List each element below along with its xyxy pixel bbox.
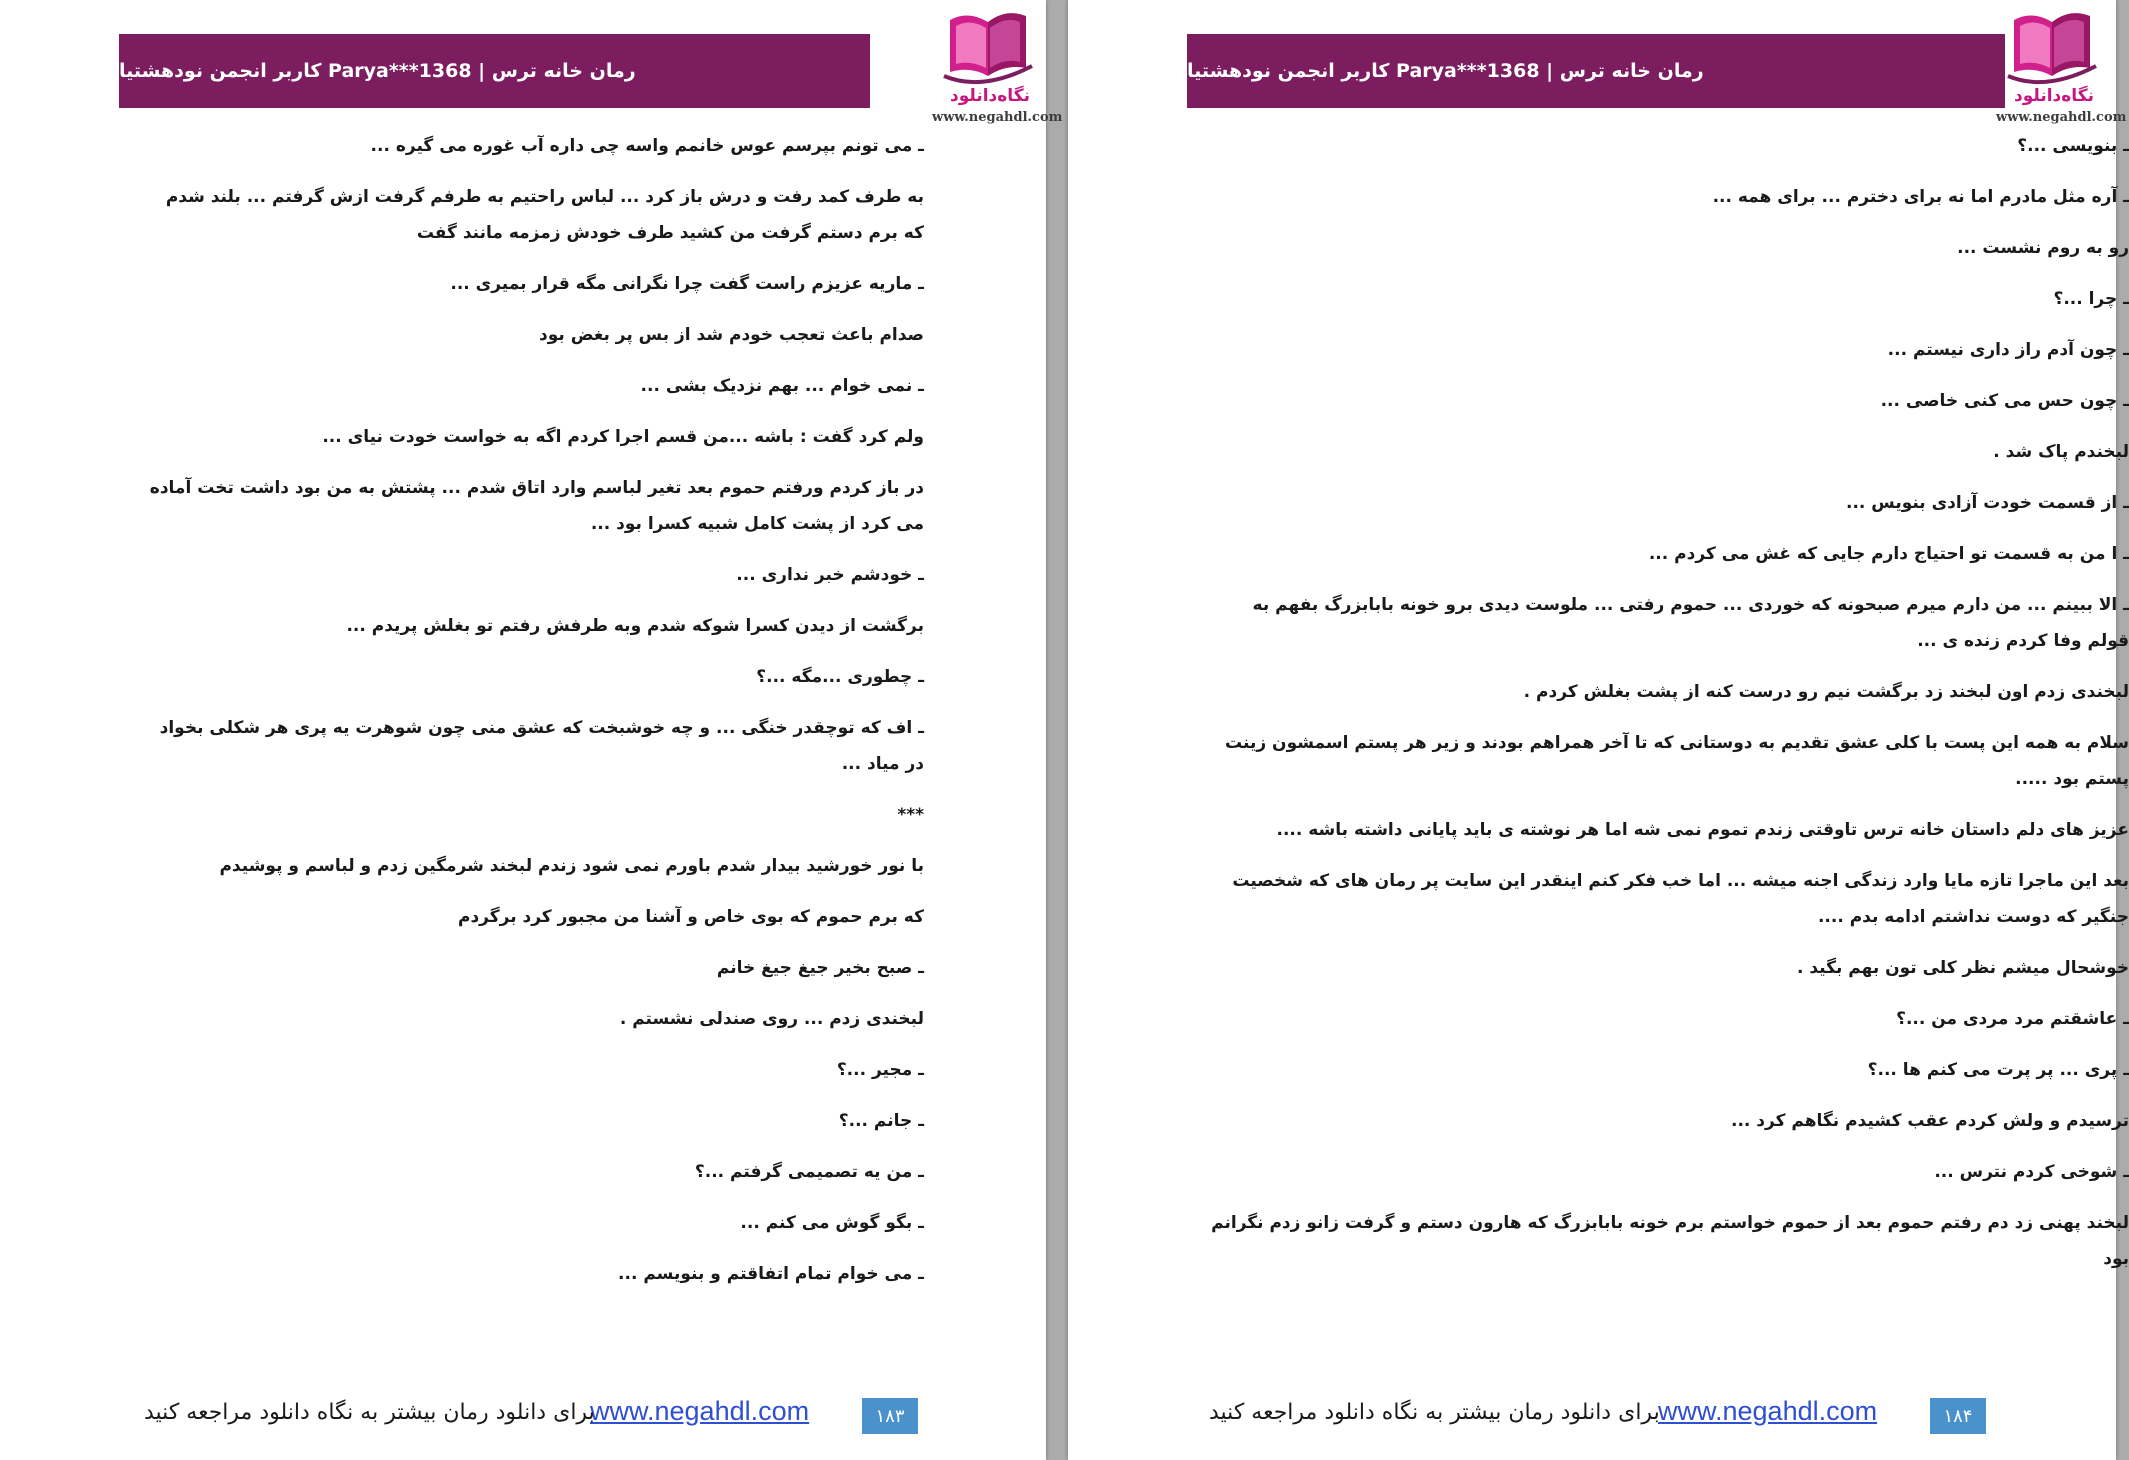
paragraph: ـ می تونم بپرسم عوس خانمم واسه چی داره آب غوره می گیره ... [370, 136, 924, 156]
footer-link[interactable]: www.negahdl.com [590, 1396, 810, 1426]
paragraph: صدام باعث تعجب خودم شد از بس پر بغض بود [539, 325, 924, 345]
paragraph: ـ مجیر ...؟ [836, 1060, 924, 1080]
paragraph: ـ خودشم خبر نداری ... [736, 565, 924, 585]
paragraph: لبخندی زدم اون لبخند زد برگشت نیم رو درست کنه از پشت بغلش کردم . [1523, 682, 2129, 702]
document-page-184 [1068, 0, 2129, 1460]
paragraph: به طرف کمد رفت و درش باز کرد ... لباس راحتیم به طرفم گرفت ازش گرفتم ... بلند شدم که برم دستم گرفت من کشید طرف خودش زمزمه مانند گفت [165, 187, 924, 243]
logo-text: نگاه‌دانلود [950, 86, 1030, 106]
document-page-183 [0, 0, 1063, 1460]
paragraph: لبخند پهنی زد دم رفتم حموم بعد از حموم خواستم برم خونه بابابزرگ که هارون دستم و گرفت زانو زدم نگرانم بود [1211, 1213, 2129, 1269]
page-number: ۱۸۴ [1930, 1398, 1986, 1434]
paragraph: لبخندم پاک شد . [1993, 442, 2129, 462]
paragraph: ـ بگو گوش می کنم ... [740, 1213, 924, 1233]
paragraph: ـ ا من به قسمت تو احتیاج دارم جایی که غش می کردم ... [1648, 544, 2129, 564]
page-number: ۱۸۳ [862, 1398, 918, 1434]
paragraph: ـ نمی خوام ... بهم نزدیک بشی ... [640, 376, 924, 396]
book-logo-icon [2006, 6, 2098, 88]
paragraph: ـ چون حس می کنی خاصی ... [1880, 391, 2129, 411]
paragraph: برگشت از دیدن کسرا شوکه شدم وبه طرفش رفتم تو بغلش پریدم ... [346, 616, 924, 636]
paragraph: ـ چطوری ...مگه ...؟ [756, 667, 924, 687]
paragraph: ـ از قسمت خودت آزادی بنویس ... [1846, 493, 2129, 513]
page-body [1208, 128, 2129, 1292]
paragraph: ـ من یه تصمیمی گرفتم ...؟ [694, 1162, 924, 1182]
paragraph: خوشحال میشم نظر کلی تون بهم بگید . [1796, 958, 2129, 978]
footer-link[interactable]: www.negahdl.com [1658, 1396, 1878, 1426]
footer-text: برای دانلود رمان بیشتر به نگاه دانلود مراجعه کنید [1209, 1400, 1660, 1425]
paragraph: ـ پری ... پر پرت می کنم ها ...؟ [1867, 1060, 2129, 1080]
paragraph: ـ می خوام تمام اتفاقتم و بنویسم ... [618, 1264, 924, 1284]
logo-url: www.negahdl.com [1996, 110, 2127, 125]
book-logo-icon [942, 6, 1034, 88]
paragraph: سلام به همه این پست با کلی عشق تقدیم به دوستانی که تا آخر همراهم بودند و زیر هر پستم اسمشون زینت پستم بود ..... [1225, 733, 2129, 789]
site-logo[interactable] [932, 6, 1063, 125]
paragraph: در باز کردم ورفتم حموم بعد تغیر لباسم وارد اتاق شدم ... پشتش به من بود داشت تخت آماده می کرد از پشت کامل شبیه کسرا بود ... [149, 478, 924, 534]
section-separator: *** [897, 805, 924, 825]
paragraph: ـ شوخی کردم نترس ... [1934, 1162, 2129, 1182]
footer-text: برای دانلود رمان بیشتر به نگاه دانلود مراجعه کنید [144, 1400, 595, 1425]
logo-url: www.negahdl.com [932, 110, 1063, 125]
paragraph: ـ الا ببینم ... من دارم میرم صبحونه که خوردی ... حموم رفتی ... ملوست دیدی برو خونه بابابزرگ بفهم به قولم وفا کردم زنده ی ... [1252, 595, 2129, 651]
paragraph: ـ صبح بخیر جیغ جیغ خانم [716, 958, 924, 978]
paragraph: ـ چرا ...؟ [2053, 289, 2129, 309]
header-title: رمان خانه ترس | Parya***1368 کاربر انجمن نودهشتیا [1187, 60, 1704, 82]
paragraph: ـ چون آدم راز داری نیستم ... [1887, 340, 2129, 360]
paragraph: ـ بنویسی ...؟ [2017, 136, 2129, 156]
paragraph: عزیز های دلم داستان خانه ترس تاوقتی زندم تموم نمی شه اما هر نوشته ی باید پایانی داشته باشه .... [1276, 820, 2129, 840]
page-body [140, 128, 924, 1307]
paragraph: ـ آره مثل مادرم اما نه برای دخترم ... برای همه ... [1712, 187, 2129, 207]
page-header [1187, 34, 2005, 108]
paragraph: که برم حموم که بوی خاص و آشنا من مجبور کرد برگردم [457, 907, 924, 927]
paragraph: ـ ماریه عزیزم راست گفت چرا نگرانی مگه قرار بمیری ... [450, 274, 924, 294]
paragraph: ولم کرد گفت : باشه ...من قسم اجرا کردم اگه به خواست خودت نیای ... [322, 427, 924, 447]
page-header [119, 34, 870, 108]
paragraph: رو به روم نشست ... [1957, 238, 2129, 258]
paragraph: ـ جانم ...؟ [838, 1111, 924, 1131]
paragraph: ترسیدم و ولش کردم عقب کشیدم نگاهم کرد ... [1730, 1111, 2129, 1131]
paragraph: ـ اف که توچقدر خنگی ... و چه خوشبخت که عشق منی چون شوهرت یه پری هر شکلی بخواد در میاد ... [159, 718, 924, 774]
header-title: رمان خانه ترس | Parya***1368 کاربر انجمن نودهشتیا [119, 60, 636, 82]
paragraph: ـ عاشقتم مرد مردی من ...؟ [1896, 1009, 2129, 1029]
paragraph: با نور خورشید بیدار شدم باورم نمی شود زندم لبخند شرمگین زدم و لباسم و پوشیدم [219, 856, 924, 876]
logo-text: نگاه‌دانلود [2014, 86, 2094, 106]
paragraph: لبخندی زدم ... روی صندلی نشستم . [619, 1009, 924, 1029]
paragraph: بعد این ماجرا تازه مایا وارد زندگی اجنه میشه ... اما خب فکر کنم اینقدر این سایت پر رمان های که شخصیت جنگیر که دوست نداشتم ادامه بدم .... [1232, 871, 2129, 927]
site-logo[interactable] [1996, 6, 2127, 125]
